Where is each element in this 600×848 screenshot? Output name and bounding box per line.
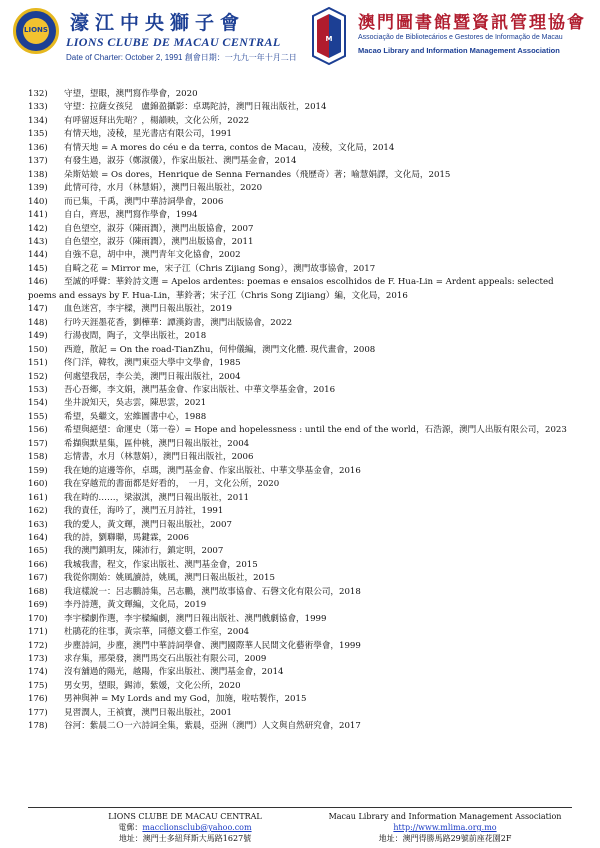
entry-number: 143) xyxy=(28,236,48,247)
page-header xyxy=(0,0,600,80)
entry-number: 152) xyxy=(28,371,48,382)
mlima-name-en: Macao Library and Information Management Association xyxy=(358,46,560,55)
list-item xyxy=(28,371,584,384)
entry-text: 李丹詩選，黃文輝編，文化局，2019 xyxy=(64,600,207,611)
list-item xyxy=(28,478,584,491)
entry-text: 杜鵑花的往事，黃宗華，同德文藝工作室，2004 xyxy=(64,627,250,638)
entry-text: 我在時的……，梁淑淇，澳門日報出版社，2011 xyxy=(64,492,250,503)
entry-text: 見習潤人，王禎寶，澳門日報出版社，2001 xyxy=(64,707,232,718)
entry-text: 男女男，望眼，錫沛，紫媛，文化公所，2020 xyxy=(64,680,241,691)
lions-club-name-zh: 濠江中央獅子會 xyxy=(70,12,246,34)
entry-text: 血色迷宮，李宇樑，澳門日報出版社，2019 xyxy=(64,304,232,315)
list-item xyxy=(28,545,584,558)
entry-number: 167) xyxy=(28,573,48,584)
entry-number: 134) xyxy=(28,115,48,126)
entry-text: 有情天地，凌稜，星光書店有限公司，1991 xyxy=(64,129,232,140)
entry-number: 177) xyxy=(28,707,48,718)
list-item xyxy=(28,155,584,168)
list-item xyxy=(28,276,584,303)
mlima-logo-icon xyxy=(309,6,349,66)
list-item xyxy=(28,438,584,451)
entry-number: 135) xyxy=(28,129,48,140)
entry-text: 我的責任，海吟了，澳門五月詩社，1991 xyxy=(64,506,224,517)
entry-number: 141) xyxy=(28,210,48,221)
entry-number: 139) xyxy=(28,183,48,194)
entry-number: 140) xyxy=(28,196,48,207)
list-item xyxy=(28,357,584,370)
list-item xyxy=(28,182,584,195)
entry-text: 此情可待，水月（林慧娟），澳門日報出版社，2020 xyxy=(64,183,263,194)
footer-email-link[interactable]: macclionsclub@yahoo.com xyxy=(142,823,252,832)
entry-text: 我在她的這邊等你，卓瑪，澳門基金會、作家出版社、中華文學基金會，2016 xyxy=(64,465,361,476)
entry-number: 171) xyxy=(28,627,48,638)
footer-email-row xyxy=(70,822,300,833)
mlima-name-pt: Associação de Bibliotecários e Gestores de Informação de Macau xyxy=(358,34,563,41)
entry-text: 我的澳門鎮明友，陳沛行，鎮定明，2007 xyxy=(64,546,224,557)
entry-text: 我的愛人，黃文輝，澳門日報出版社，2007 xyxy=(64,519,232,530)
entry-number: 160) xyxy=(28,479,48,490)
entry-text: 求存集，邢榮發，澳門馬交石出版社有限公司，2009 xyxy=(64,654,267,665)
list-item xyxy=(28,465,584,478)
footer-lions-name: LIONS CLUBE DE MACAU CENTRAL xyxy=(108,812,262,821)
entry-number: 145) xyxy=(28,263,48,274)
entry-number: 150) xyxy=(28,344,48,355)
list-item xyxy=(28,559,584,572)
footer-mlima-address: 地址：澳門得勝馬路29號前座花園2F xyxy=(378,834,512,843)
entry-text: 吾心吾鄉，李文娟，澳門基金會、作家出版社、中華文學基金會，2016 xyxy=(64,384,336,395)
entry-number: 174) xyxy=(28,667,48,678)
entry-text: 我從你開始：姚風讀詩，姚風，澳門日報出版社，2015 xyxy=(64,573,275,584)
list-item xyxy=(28,666,584,679)
entry-text: 我在穿越荒的書面都是好看的， 一月，文化公所，2020 xyxy=(64,479,280,490)
entry-number: 132) xyxy=(28,89,48,99)
footer-lions-address: 地址：澳門士多紐拜斯大馬路1627號 xyxy=(118,834,252,843)
lions-badge-text: LIONS xyxy=(24,26,48,34)
entry-text: 行湯夜間，陶子，文學出版社，2018 xyxy=(64,331,207,342)
entry-text: 李宇樑劇作選，李宇樑編劇，澳門日報出版社、澳門戲劇協會，1999 xyxy=(64,613,327,624)
entry-number: 137) xyxy=(28,156,48,167)
bibliography-list xyxy=(28,88,584,734)
entry-number: 169) xyxy=(28,600,48,611)
lions-club-name-en: LIONS CLUBE DE MACAU CENTRAL xyxy=(66,35,281,49)
entry-number: 148) xyxy=(28,317,48,328)
entry-text: 守望：拉薩女孩兒 盧錦盈攝影：卓瑪陀詩，澳門日報出版社，2014 xyxy=(64,102,327,113)
entry-text: 自白，齊思，澳門寫作學會，1994 xyxy=(64,210,198,221)
lions-club-logo xyxy=(13,8,59,54)
entry-text: 自色望空，淑芬（陳雨潤），澳門出版協會，2007 xyxy=(64,223,254,234)
list-item xyxy=(28,586,584,599)
list-item xyxy=(28,101,584,114)
entry-text: 忘情書，水月（林慧娟），澳門日報出版社，2006 xyxy=(64,452,254,463)
entry-number: 157) xyxy=(28,438,48,449)
list-item xyxy=(28,223,584,236)
entry-text: 我這樣說一：呂志鵬詩集，呂志鵬，澳門故事協會、石磬文化有限公司，2018 xyxy=(64,586,361,597)
list-item xyxy=(28,613,584,626)
mlima-name-zh: 澳門圖書館暨資訊管理協會 xyxy=(358,13,586,33)
entry-number: 149) xyxy=(28,331,48,342)
list-item xyxy=(28,209,584,222)
entry-number: 155) xyxy=(28,411,48,422)
entry-number: 153) xyxy=(28,384,48,395)
list-item xyxy=(28,249,584,262)
entry-text: 自畸之花 = Mirror me，宋子江（Chris Zijiang Song），澳門故事協會，2017 xyxy=(64,263,376,274)
entry-text: 自強不息，胡中申，澳門青年文化協會，2002 xyxy=(64,250,241,261)
entry-text: 至誠的呼聲：華鈴詩文選 = Apelos ardentes: poemas e ensaios escolhidos de F. Hua-Lin = Ardent appeals: selected poems and essays by F. Hua-Lin，華鈴著；宋子江（Chris Song Zijiang）編，文化局，2016 xyxy=(28,277,554,301)
list-item xyxy=(28,572,584,585)
entry-text: 西遊，散記 = On the road-TianZhu，何仲儀編，澳門文化體. 現代畫會，2008 xyxy=(64,344,376,355)
list-item xyxy=(28,720,584,733)
list-item xyxy=(28,411,584,424)
entry-number: 172) xyxy=(28,640,48,651)
entry-text: 行吟天涯墨花香，劉樺華：譚漢鈞書，澳門出版協會，2022 xyxy=(64,317,293,328)
entry-number: 156) xyxy=(28,425,48,436)
list-item xyxy=(28,142,584,155)
entry-text: 自色望空，淑芬（陳雨潤），澳門出版協會，2011 xyxy=(64,236,254,247)
entry-number: 151) xyxy=(28,358,48,369)
entry-number: 176) xyxy=(28,694,48,705)
entry-text: 有呼留返拜出先啱？，楊韻映，文化公所，2022 xyxy=(64,115,250,126)
entry-text: 我的詩，劉聯聯，馬鍵霖，2006 xyxy=(64,532,189,543)
list-item xyxy=(28,196,584,209)
list-item xyxy=(28,397,584,410)
list-item xyxy=(28,317,584,330)
entry-number: 138) xyxy=(28,169,48,180)
entry-number: 173) xyxy=(28,654,48,665)
entry-number: 164) xyxy=(28,532,48,543)
list-item xyxy=(28,236,584,249)
list-item xyxy=(28,640,584,653)
footer-divider xyxy=(28,807,572,808)
entry-text: 希擷與默星集，區仲桃，澳門日報出版社，2004 xyxy=(64,438,250,449)
entry-number: 162) xyxy=(28,506,48,517)
footer-lions-contact xyxy=(70,811,300,844)
list-item xyxy=(28,303,584,316)
entry-number: 161) xyxy=(28,492,48,503)
list-item xyxy=(28,424,584,437)
list-item xyxy=(28,115,584,128)
entry-number: 159) xyxy=(28,465,48,476)
footer-mlima-contact xyxy=(300,811,590,844)
entry-number: 166) xyxy=(28,559,48,570)
entry-text: 守望，望眼，澳門寫作學會，2020 xyxy=(64,89,198,99)
footer-website-link[interactable]: http://www.mlima.org.mo xyxy=(393,823,497,832)
entry-text: 步塵詩詞，步塵，澳門中華詩詞學會、澳門國際華人民間文化藝術學會，1999 xyxy=(64,640,361,651)
entry-number: 175) xyxy=(28,680,48,691)
list-item xyxy=(28,451,584,464)
footer-mlima-name: Macau Library and Information Management Association xyxy=(328,812,562,821)
list-item xyxy=(28,384,584,397)
list-item xyxy=(28,693,584,706)
entry-number: 136) xyxy=(28,142,48,153)
list-item xyxy=(28,330,584,343)
list-item xyxy=(28,88,584,101)
entry-text: 我城我書，程文，作家出版社、澳門基金會，2015 xyxy=(64,559,258,570)
entry-text: 希望，吳繼文，宏維圖書中心，1988 xyxy=(64,411,207,422)
list-item xyxy=(28,263,584,276)
entry-text: 男神與神 = My Lords and my God，加施，啦咕製作，2015 xyxy=(64,694,307,705)
entry-number: 165) xyxy=(28,546,48,557)
entry-text: 有發生過，淑芬（鄭淑儀），作家出版社、澳門基金會，2014 xyxy=(64,156,297,167)
list-item xyxy=(28,169,584,182)
entry-text: 沒有舖過的陽光，越陽，作家出版社、澳門基金會，2014 xyxy=(64,667,284,678)
entry-text: 有情天地 = A mores do céu e da terra, contos de Macau，凌稜，文化局，2014 xyxy=(64,142,395,153)
list-item xyxy=(28,680,584,693)
entry-text: 坐井說知天，吳志雲，陳思雲，2021 xyxy=(64,398,207,409)
list-item xyxy=(28,599,584,612)
list-item xyxy=(28,707,584,720)
footer-email-label: 電郵： xyxy=(118,823,143,832)
entry-number: 178) xyxy=(28,721,48,732)
entry-number: 154) xyxy=(28,398,48,409)
entry-number: 163) xyxy=(28,519,48,530)
list-item xyxy=(28,128,584,141)
entry-text: 谷河：紫晨二Ｏ一六詩詞全集，紫晨，亞洲（澳門）人文與自然研究會，2017 xyxy=(64,721,361,732)
entry-text: 而已集，千禹，澳門中華詩詞學會，2006 xyxy=(64,196,224,207)
entry-number: 142) xyxy=(28,223,48,234)
entry-number: 170) xyxy=(28,613,48,624)
list-item xyxy=(28,492,584,505)
entry-number: 147) xyxy=(28,304,48,315)
svg-text:M: M xyxy=(325,35,333,43)
entry-number: 168) xyxy=(28,586,48,597)
entry-number: 144) xyxy=(28,250,48,261)
entry-text: 佟门洋，韓牧，澳門東亞大學中文學會，1985 xyxy=(64,358,241,369)
entry-number: 158) xyxy=(28,452,48,463)
entry-number: 133) xyxy=(28,102,48,113)
list-item xyxy=(28,344,584,357)
list-item xyxy=(28,532,584,545)
entry-number: 146) xyxy=(28,277,48,288)
entry-text: 希望與絕望：命運史（第一卷）= Hope and hopelessness : until the end of the world，石浩源，澳門人出版有限公司，2023 xyxy=(64,425,567,436)
list-item xyxy=(28,519,584,532)
list-item xyxy=(28,626,584,639)
list-item xyxy=(28,505,584,518)
lions-charter-date: Date of Charter: October 2, 1991 創會日期：一九九一年十月二日 xyxy=(66,53,297,62)
entry-text: 朵斯姑娘 = Os dores，Henrique de Senna Fernandes（飛歷奇）著；喻慧娟譯，文化局，2015 xyxy=(64,169,451,180)
list-item xyxy=(28,653,584,666)
entry-text: 何處望我居，李公美，澳門日報出版社，2004 xyxy=(64,371,241,382)
